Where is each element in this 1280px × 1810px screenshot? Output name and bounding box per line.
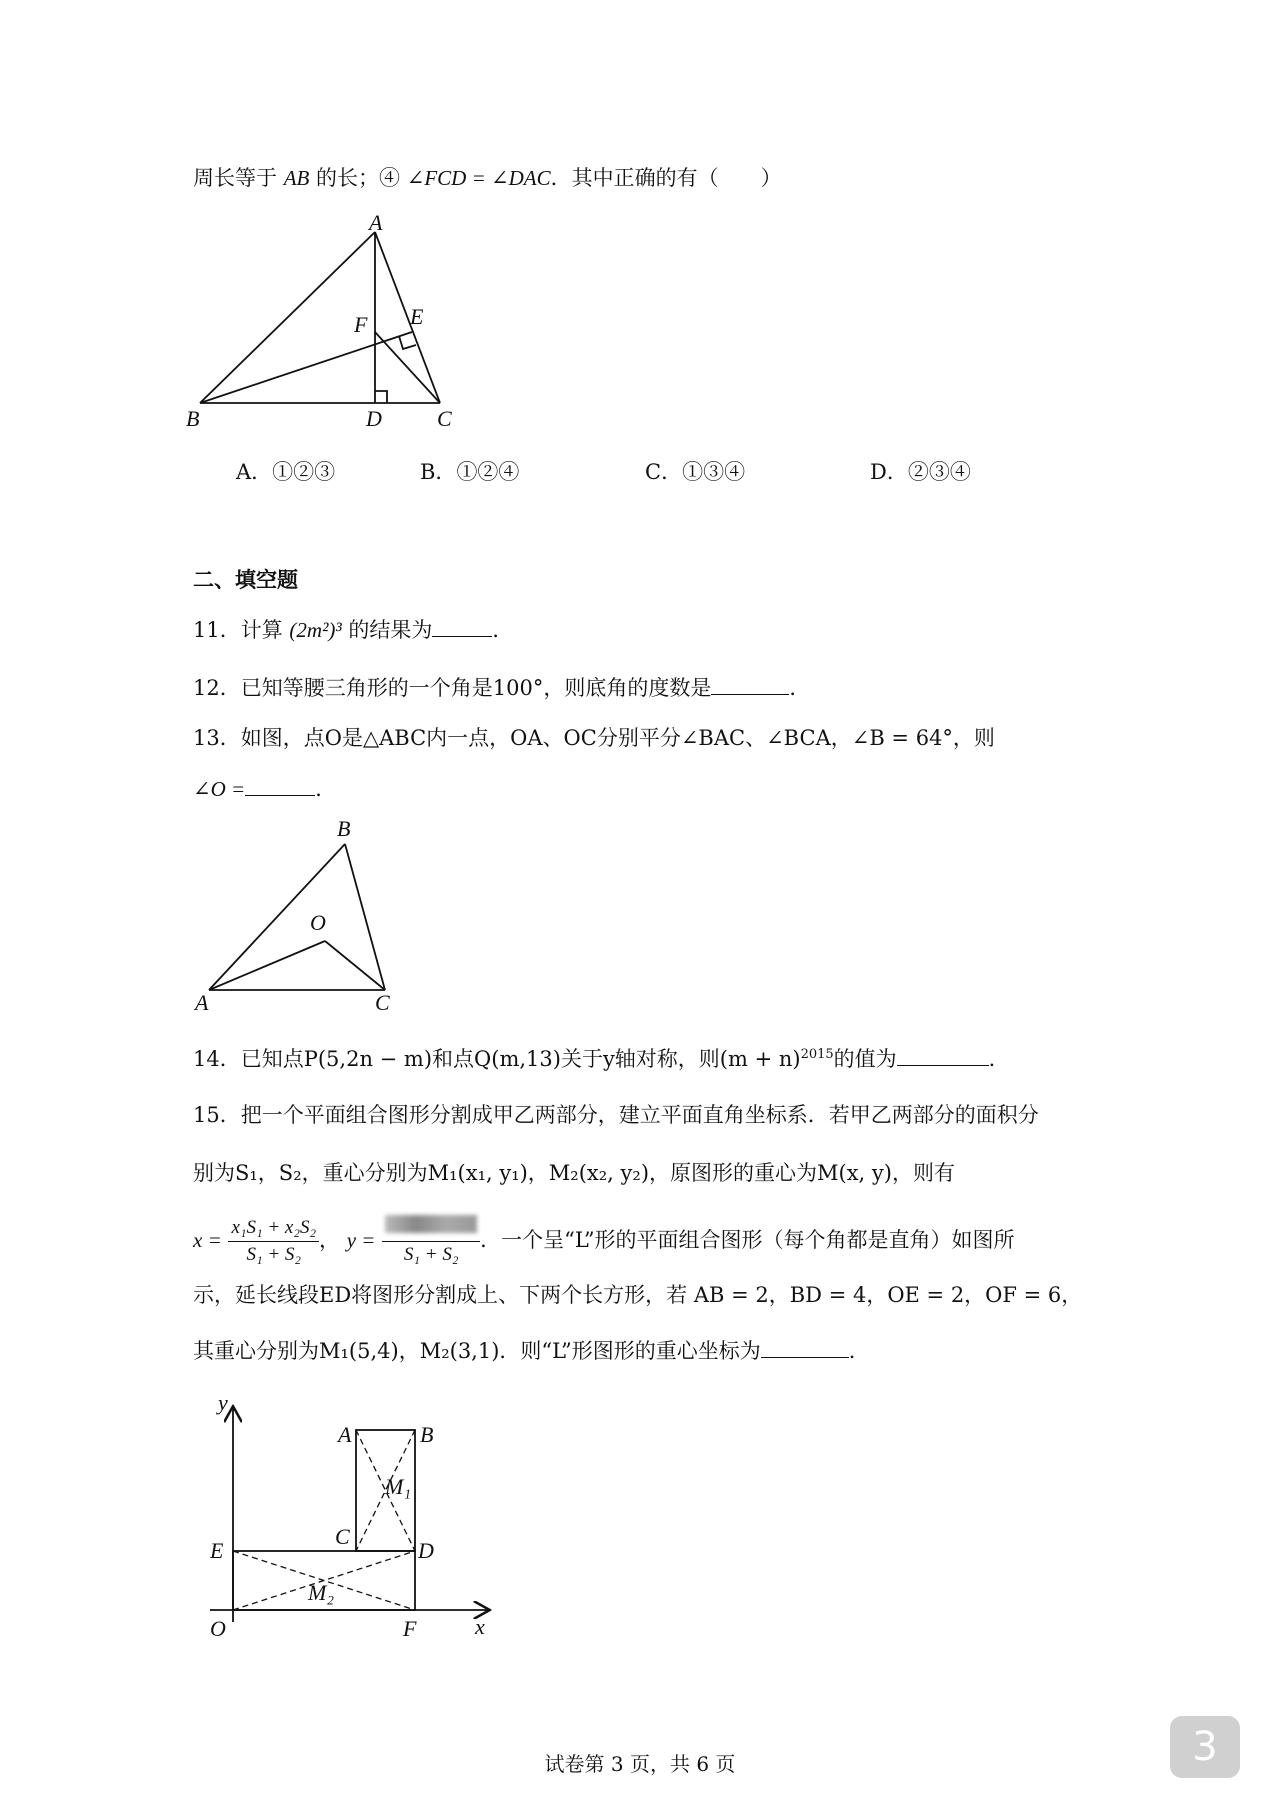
- q10-tail-mid: 的长；④: [309, 166, 401, 190]
- q11-pre: 计算: [240, 618, 283, 642]
- q10-label-c: C: [437, 406, 452, 431]
- q13-label-a: A: [195, 990, 209, 1015]
- section-title: 二、填空题: [193, 567, 298, 592]
- q14-answer-blank[interactable]: [897, 1045, 989, 1066]
- q15-label-c: C: [335, 1524, 350, 1549]
- q15-label-b: B: [420, 1422, 434, 1447]
- q15-label-f: F: [403, 1616, 417, 1641]
- q10-tail-suffix: ．其中正确的有（ ）: [550, 166, 782, 190]
- q10-tail-angle: ∠FCD = ∠DAC: [406, 166, 551, 190]
- q13-angle-o: ∠O =: [193, 777, 246, 801]
- q12-answer-blank[interactable]: [711, 674, 789, 695]
- q13-label-c: C: [375, 990, 390, 1015]
- q13-triangle-figure: [195, 816, 415, 1015]
- q15-line1: [193, 1100, 1039, 1130]
- q12-line: 12．已知等腰三角形的一个角是100°，则底角的度数是 ．: [193, 676, 811, 700]
- q15-x-lhs: x =: [193, 1228, 222, 1252]
- q15-label-m1: M₁: [385, 1474, 411, 1499]
- q13-answer-blank[interactable]: [245, 775, 315, 796]
- q15-text4: 示，延长线段ED将图形分割成上、下两个长方形，若 AB = 2，BD = 4，OE = 2，OF = 6，: [193, 1283, 1083, 1307]
- q15-number: 15．: [193, 1103, 241, 1127]
- q10-option-c-value: ①③④: [682, 460, 746, 484]
- q11-post: 的结果为: [348, 618, 433, 642]
- q10-tail-prefix: 周长等于: [193, 166, 277, 190]
- q15-line3: x = $\frac{\text{x₁S₁ + x₂S₂}}{\text{S₁ + S₂}}$ ， y = S₁ + S₂ ．一个呈“L”形的平面组合图形（每个角都是直角）如图所: [193, 1210, 1015, 1270]
- q10-option-b-letter: B．: [420, 460, 457, 484]
- q15-line2: [193, 1158, 955, 1188]
- q10-label-f: F: [354, 312, 368, 337]
- q15-x-numerator: x₁S₁ + x₂S₂: [228, 1215, 319, 1242]
- q15-y-numerator-blurred: [382, 1215, 480, 1242]
- q10-label-d: D: [366, 406, 382, 431]
- q15-x-denominator: S₁ + S₂: [246, 1244, 302, 1265]
- q12-text: 已知等腰三角形的一个角是100°，则底角的度数是: [240, 676, 712, 700]
- q10-option-b[interactable]: [420, 456, 519, 486]
- q15-x-fraction: [228, 1215, 319, 1268]
- q15-text2: 别为S₁，S₂，重心分别为M₁(x₁, y₁)，M₂(x₂, y₂)，原图形的重心为M(x, y)，则有: [193, 1161, 955, 1185]
- q10-label-e: E: [410, 304, 424, 329]
- q10-option-d[interactable]: [870, 456, 971, 486]
- q15-y-denominator: S₁ + S₂: [403, 1244, 459, 1265]
- q13-text: 如图，点O是△ABC内一点，OA、OC分别平分∠BAC、∠BCA，∠B = 64°，则: [240, 726, 995, 750]
- q10-option-d-value: ②③④: [907, 460, 971, 484]
- q13-label-b: B: [337, 816, 351, 841]
- q11-line: 11．计算 (2m²)³ 的结果为 ．: [193, 618, 514, 642]
- q11-answer-blank[interactable]: [432, 616, 492, 637]
- q10-tail-ab: AB: [283, 166, 310, 190]
- page-footer: 试卷第 3 页，共 6 页: [544, 1752, 736, 1776]
- q15-text1: 把一个平面组合图形分割成甲乙两部分，建立平面直角坐标系．若甲乙两部分的面积分: [240, 1103, 1039, 1127]
- q10-option-a[interactable]: [236, 456, 335, 486]
- q15-label-y: y: [218, 1390, 228, 1415]
- q13-line1: [193, 723, 995, 753]
- q11-expression: (2m²)³: [289, 618, 342, 642]
- q10-option-a-letter: A．: [236, 460, 273, 484]
- q14-post: 的值为: [833, 1047, 897, 1071]
- q13-number: 13．: [193, 726, 241, 750]
- q10-label-a: A: [369, 210, 383, 235]
- q15-text5: 其重心分别为M₁(5,4)，M₂(3,1)．则“L”形图形的重心坐标为: [193, 1339, 761, 1363]
- q10-option-d-letter: D．: [870, 460, 908, 484]
- q15-label-o: O: [210, 1616, 226, 1641]
- q13-label-o: O: [310, 910, 326, 935]
- q10-option-c[interactable]: [645, 456, 745, 486]
- q15-label-x: x: [475, 1614, 485, 1639]
- q15-line4: [193, 1280, 1082, 1310]
- q10-label-b: B: [186, 406, 200, 431]
- q10-option-c-letter: C．: [645, 460, 683, 484]
- q15-y-lhs: y =: [346, 1228, 376, 1252]
- q10-option-b-value: ①②④: [456, 460, 520, 484]
- q10-tail-line: [193, 163, 782, 193]
- q15-label-a: A: [338, 1422, 352, 1447]
- q14-power: 2015: [800, 1047, 834, 1062]
- page-number-badge: 3: [1170, 1716, 1240, 1778]
- q15-text3: ．一个呈“L”形的平面组合图形（每个角都是直角）如图所: [480, 1228, 1015, 1252]
- q14-number: 14．: [193, 1047, 241, 1071]
- q15-l-shape-figure: [190, 1390, 510, 1650]
- q10-triangle-figure: [186, 210, 460, 431]
- q12-number: 12．: [193, 676, 241, 700]
- q10-option-a-value: ①②③: [272, 460, 336, 484]
- q14-line: 14．已知点P(5,2n − m)和点Q(m,13)关于y轴对称，则$(m + n)^{2015}$的值为 ．: [193, 1047, 1010, 1071]
- q11-number: 11．: [193, 618, 241, 642]
- q15-answer-blank[interactable]: [761, 1337, 849, 1358]
- q15-line5: 其重心分别为M₁(5,4)，M₂(3,1)．则“L”形图形的重心坐标为 ．: [193, 1339, 870, 1363]
- q13-line2: ∠O = ．: [193, 777, 337, 801]
- q15-y-fraction: [382, 1215, 480, 1268]
- q14-text: 已知点P(5,2n − m)和点Q(m,13)关于y轴对称，则(m + n): [240, 1047, 801, 1071]
- q15-label-d: D: [418, 1538, 434, 1563]
- q15-label-e: E: [210, 1538, 224, 1563]
- q15-label-m2: M₂: [308, 1580, 334, 1605]
